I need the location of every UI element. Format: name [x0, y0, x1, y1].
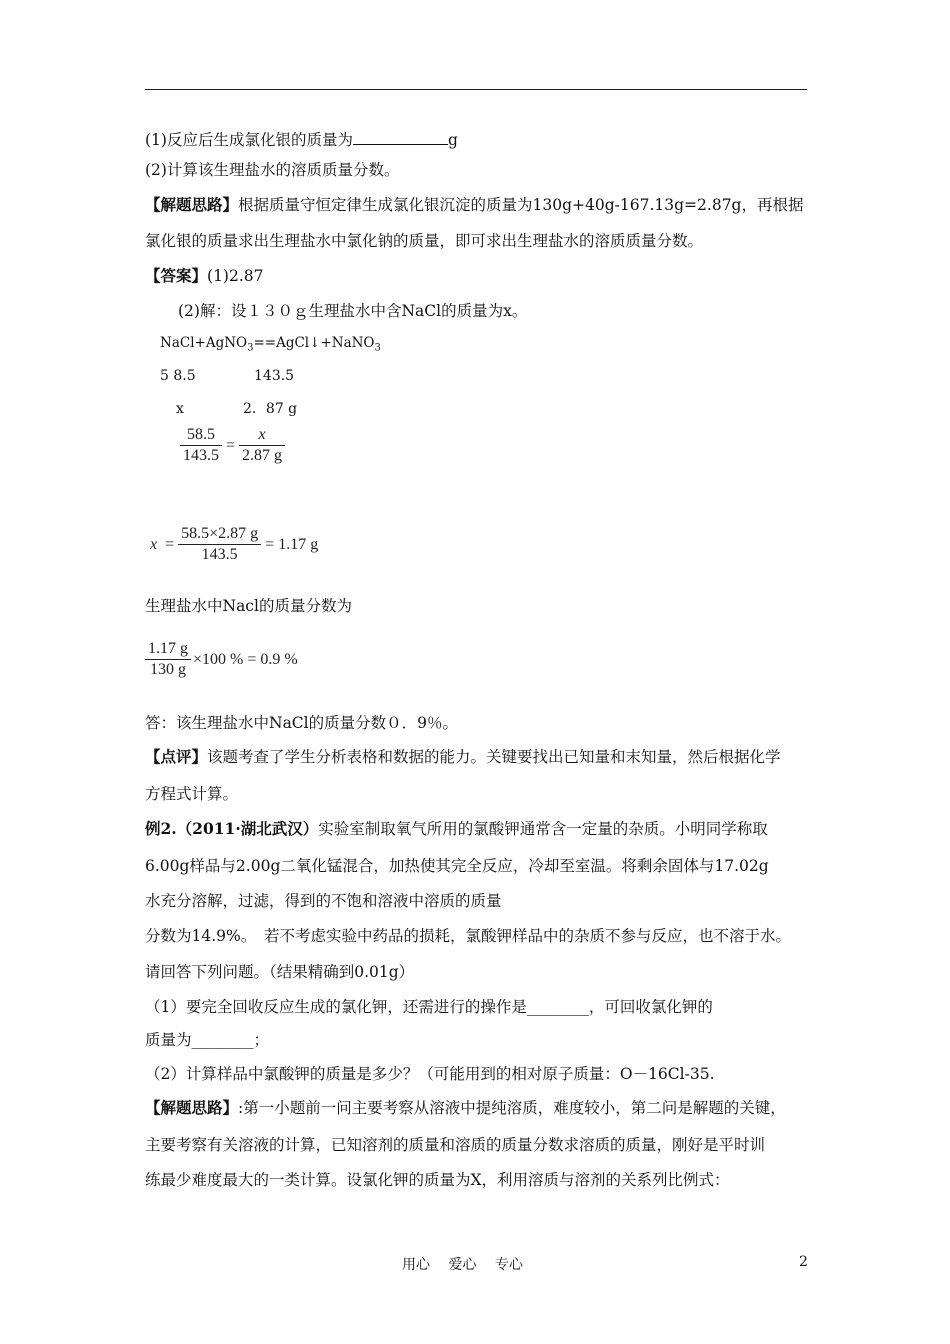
fraction-denominator: 130 g: [150, 661, 186, 678]
example-2-line-4: 分数为14.9%。 若不考虑实验中药品的损耗，氯酸钾样品中的杂质不参与反应，也不溶于水。: [145, 927, 791, 945]
comment-tag: 【点评】: [145, 747, 208, 766]
solution-thinking-2-line-1: [145, 1098, 786, 1118]
solution-thinking-line-1: [145, 195, 803, 215]
equation-subscript-1: 3: [247, 342, 254, 354]
question-2: (2)计算该生理盐水的溶质质量分数。: [145, 161, 400, 179]
molar-mass-1: 5 8.5: [160, 368, 196, 384]
question-1-text: (1)反应后生成氯化银的质量为: [145, 131, 353, 149]
equation-subscript-2: 3: [374, 342, 381, 354]
percent-result: ×100 % = 0.9 %: [193, 650, 298, 668]
proportion-left-fraction: [180, 426, 222, 465]
solve-formula: [150, 525, 322, 564]
unknown-x: x: [176, 401, 184, 417]
solve-fraction: [178, 525, 261, 564]
solution-thinking-2-tag: 【解题思路】: [145, 1098, 239, 1117]
solution-thinking-2-line-3: 练最少难度最大的一类计算。设氯化钾的质量为X，利用溶质与溶剂的关系列比例式：: [145, 1171, 730, 1189]
proportion-right-fraction: [239, 426, 285, 465]
percent-intro: 生理盐水中Nacl的质量分数为: [145, 597, 352, 615]
example-2-line-2: 6.00g样品与2.00g二氧化锰混合，加热使其完全反应，冷却至室温。将剩余固体与17.02g: [145, 857, 769, 875]
solution-thinking-2-text-1: :第一小题前一问主要考察从溶液中提纯溶质，难度较小，第二问是解题的关键，: [238, 1099, 786, 1117]
example-2-line-5: 请回答下列问题。（结果精确到0.01g）: [145, 963, 415, 981]
fraction-denominator: 143.5: [183, 447, 219, 464]
answer-tag: 【答案】: [145, 266, 208, 285]
example-2-question-1b: 质量为________；: [145, 1031, 270, 1049]
comment-line-1: [145, 747, 781, 767]
equals-sign: =: [165, 535, 175, 553]
solve-variable: x: [150, 535, 158, 553]
chemical-equation: [160, 333, 381, 359]
example-2-line-1: [145, 819, 768, 839]
molar-mass-2: 143.5: [254, 368, 295, 384]
solution-thinking-tag: 【解题思路】: [145, 195, 239, 214]
example-2-text-1: 实验室制取氧气所用的氯酸钾通常含一定量的杂质。小明同学称取: [318, 820, 768, 838]
equation-right: ==AgCl↓+NaNO: [253, 335, 375, 351]
equation-left: NaCl+AgNO: [160, 335, 248, 351]
answer-blank: [353, 128, 448, 145]
equals-sign: =: [226, 436, 236, 454]
header-rule: [145, 89, 807, 90]
example-2-line-3: 水充分溶解，过滤，得到的不饱和溶液中溶质的质量: [145, 892, 502, 910]
fraction-denominator: 2.87 g: [242, 447, 283, 464]
example-2-question-1a: （1）要完全回收反应生成的氯化钾，还需进行的操作是________，可回收氯化钾的: [145, 998, 713, 1016]
comment-text-1: 该题考查了学生分析表格和数据的能力。关键要找出已知量和末知量，然后根据化学: [207, 748, 781, 766]
fraction-numerator: 1.17 g: [145, 640, 191, 660]
question-1: [145, 128, 458, 150]
example-2-question-2: （2）计算样品中氯酸钾的质量是多少？（可能用到的相对原子质量：O－16Cl-35.: [145, 1065, 715, 1083]
footer-motto: 用心 爱心 专心: [402, 1257, 523, 1273]
question-1-unit: g: [447, 131, 458, 149]
example-2-tag: 例2.（2011·湖北武汉）: [145, 819, 319, 838]
fraction-numerator: x: [239, 426, 285, 446]
fraction-denominator: 143.5: [201, 546, 238, 563]
final-answer: 答：该生理盐水中NaCl的质量分数０．9％。: [145, 714, 458, 732]
solve-setup: (2)解：设１３０ｇ生理盐水中含NaCl的质量为x。: [178, 302, 528, 320]
percent-fraction: [145, 640, 191, 679]
answer-1: (1)2.87: [207, 267, 264, 285]
percent-formula: [145, 640, 302, 679]
answer-line: [145, 266, 263, 286]
known-mass: 2．87 g: [243, 401, 298, 417]
fraction-numerator: 58.5×2.87 g: [178, 525, 261, 545]
comment-line-2: 方程式计算。: [145, 785, 239, 803]
solution-thinking-2-line-2: 主要考察有关溶液的计算，已知溶剂的质量和溶质的质量分数求溶质的质量，刚好是平时训: [145, 1136, 766, 1154]
solution-thinking-line-2: 氯化银的质量求出生理盐水中氯化钠的质量，即可求出生理盐水的溶质质量分数。: [145, 232, 704, 250]
solve-result: = 1.17 g: [265, 535, 319, 553]
page-number: 2: [799, 1254, 808, 1270]
proportion-formula: [180, 426, 285, 465]
fraction-numerator: 58.5: [180, 426, 222, 446]
solution-thinking-text-1: 根据质量守恒定律生成氯化银沉淀的质量为130g+40g-167.13g=2.87g，再根据: [238, 196, 804, 214]
